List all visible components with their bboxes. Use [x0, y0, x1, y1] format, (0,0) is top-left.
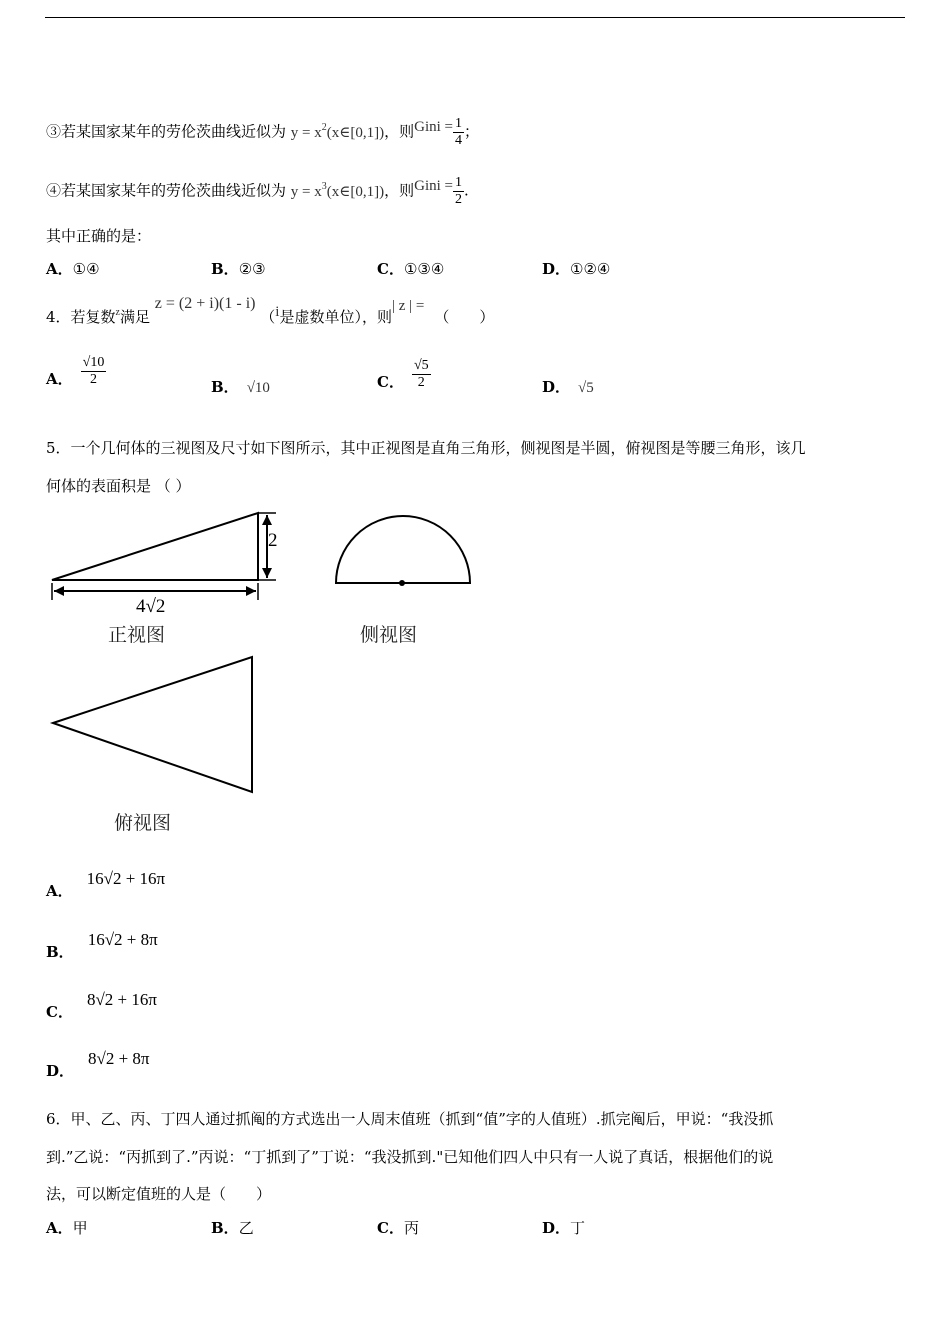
q6-option-a[interactable]: A．甲 [46, 1219, 88, 1237]
q4-modulus: | z | = [391, 298, 425, 314]
question-5-stem-line2: 何体的表面积是 （ ） [46, 477, 191, 495]
top-view-triangle [53, 657, 252, 792]
question-6-stem-line1: 6．甲、乙、丙、丁四人通过抓阄的方式选出一人周末值班（抓到“值”字的人值班）.抓完阄后，甲说：“我没抓 [46, 1110, 774, 1128]
q6-option-c[interactable]: C．丙 [377, 1219, 419, 1237]
top-view-caption: 俯视图 [114, 812, 172, 834]
item-4-gini-fraction: $\frac{1}{2}$ [455, 175, 463, 207]
q4-option-b[interactable]: B． √10 [211, 378, 270, 396]
q4-option-d[interactable]: D． √5 [542, 378, 594, 396]
q6-option-b[interactable]: B．乙 [211, 1219, 254, 1237]
question-4-stem: 4．若复数$^z$满足 z = (2 + i)(1 - i) （i是虚数单位），则| z | =（ ） [46, 295, 495, 326]
front-view-triangle [52, 513, 258, 580]
semicircle-center-dot [399, 580, 405, 586]
question-6-stem-line2: 到.”乙说：“丙抓到了.”丙说：“丁抓到了”丁说：“我没抓到."已知他们四人中只有一人说了真话，根据他们的说 [46, 1148, 774, 1166]
side-view-caption: 侧视图 [360, 624, 418, 646]
q4-option-a[interactable]: A． $\frac{√10}{2}$ [46, 355, 105, 388]
q6-option-d[interactable]: D．丁 [542, 1219, 586, 1237]
q5-option-b[interactable]: B．16√2 + 8π [46, 930, 158, 961]
item-3-text: ③若某国家某年的劳伦茨曲线近似为 [46, 122, 287, 141]
side-view-semicircle [336, 516, 470, 583]
item-4-statement: ④若某国家某年的劳伦茨曲线近似为 $y = x^3(x\in[0,1])$，则Gini = $\frac{1}{2}$ . [46, 175, 469, 207]
header-rule [45, 17, 905, 18]
item-4-text: ④若某国家某年的劳伦茨曲线近似为 [46, 181, 287, 200]
question-5-stem-line1: 5．一个几何体的三视图及尺寸如下图所示，其中正视图是直角三角形，侧视图是半圆，俯视图是等腰三角形，该几 [46, 439, 806, 457]
q3-option-d[interactable]: D．①②④ [542, 260, 611, 278]
q3-option-a[interactable]: A．①④ [46, 260, 100, 278]
q5-option-c[interactable]: C．8√2 + 16π [46, 990, 157, 1021]
which-correct-prompt: 其中正确的是： [46, 227, 152, 245]
item-3-statement: ③若某国家某年的劳伦茨曲线近似为 $y = x^2(x\in[0,1])$，则Gini = $\frac{1}{4}$ ； [46, 116, 480, 148]
base-label: 4√2 [136, 596, 166, 617]
front-view-caption: 正视图 [108, 624, 166, 646]
item-4-formula: $y = x^3(x\in[0,1])$ [290, 180, 385, 200]
q4-equation: z = (2 + i)(1 - i) [154, 295, 256, 312]
q5-option-d[interactable]: D．8√2 + 8π [46, 1049, 150, 1080]
q5-option-a[interactable]: A．16√2 + 16π [46, 869, 166, 900]
height-label: 2 [268, 530, 278, 551]
q3-option-c[interactable]: C．①③④ [377, 260, 445, 278]
q4-option-c[interactable]: C． $\frac{√5}{2}$ [377, 358, 429, 391]
question-6-stem-line3: 法，可以断定值班的人是（ ） [46, 1185, 272, 1203]
item-3-formula: $y = x^2(x\in[0,1])$ [290, 121, 385, 141]
item-3-gini-fraction: $\frac{1}{4}$ [455, 116, 463, 148]
q3-option-b[interactable]: B．②③ [211, 260, 266, 278]
